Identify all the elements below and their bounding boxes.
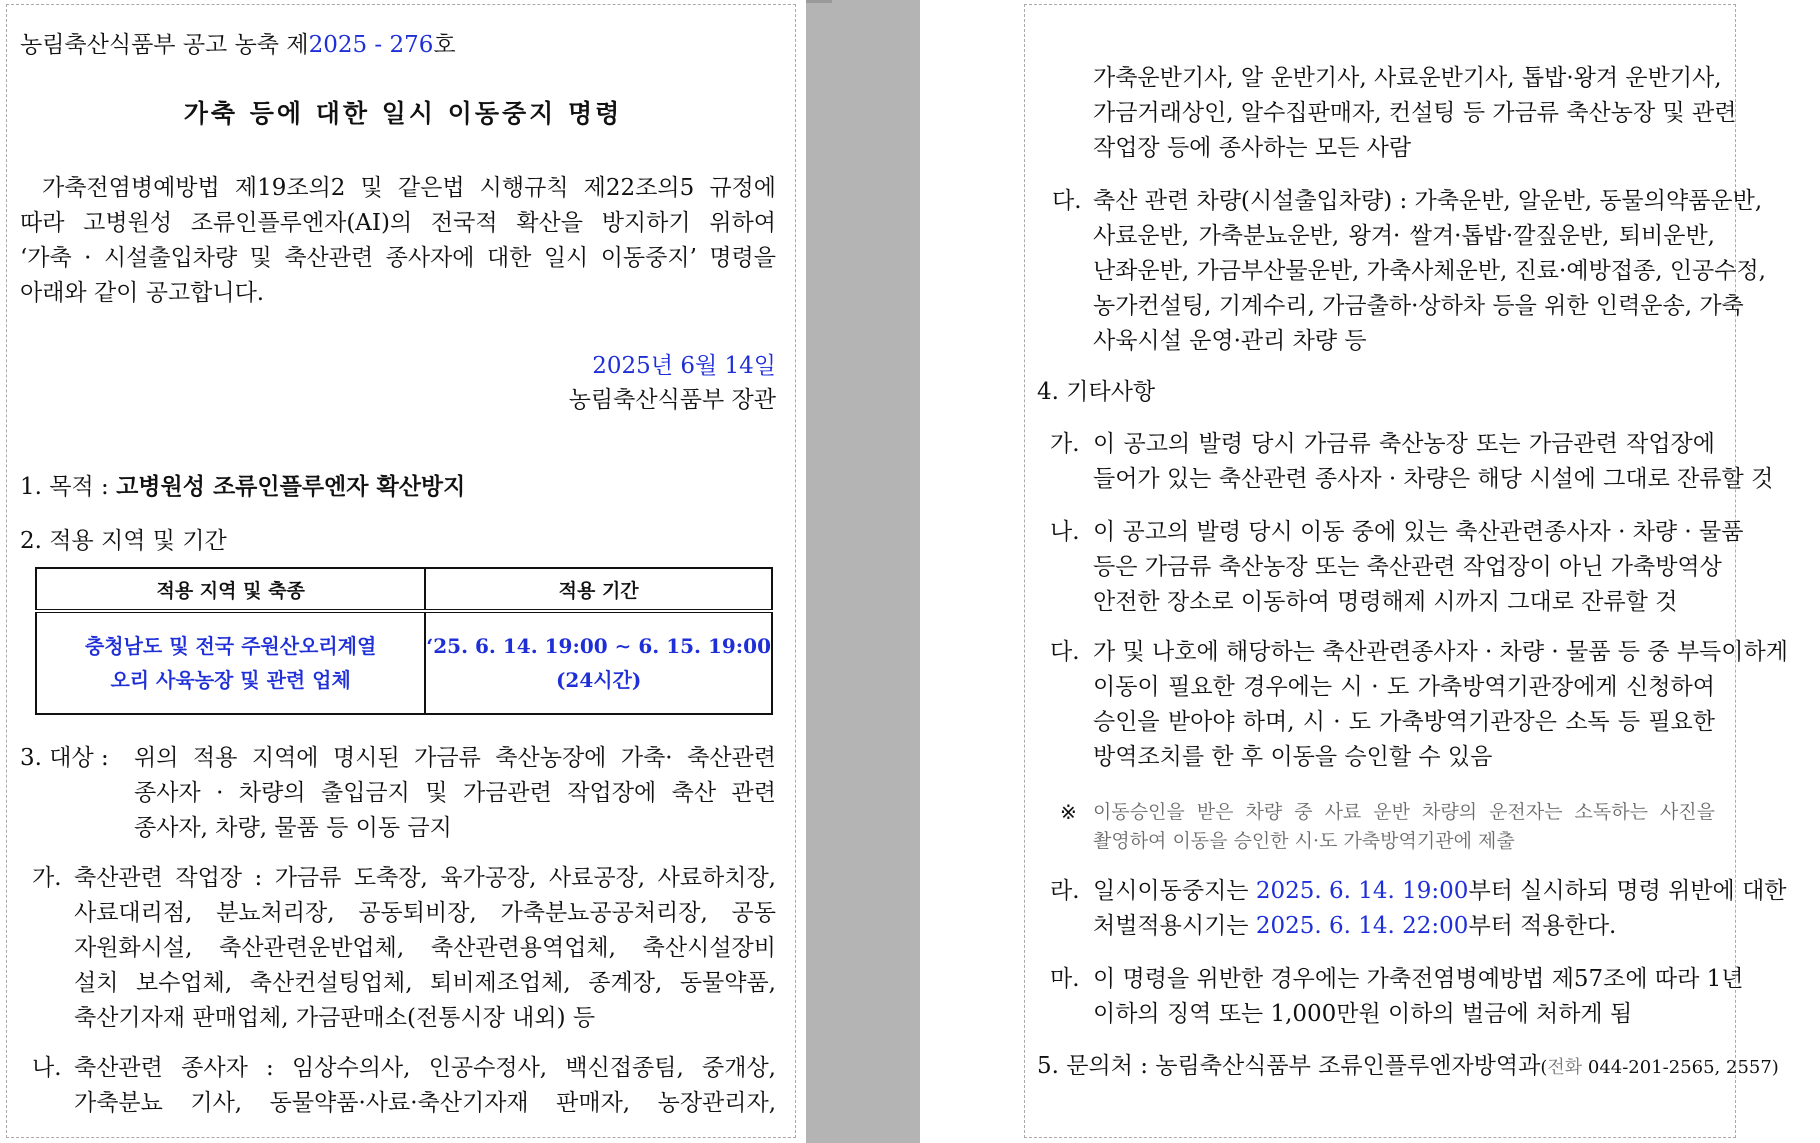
item-ga-line: 자원화시설, 축산관련운반업체, 축산관련용역업체, 축산시설장비 [74,935,776,961]
etc-ga-line: 이 공고의 발령 당시 가금류 축산농장 또는 가금관련 작업장에 [1093,431,1715,457]
etc-ga-line: 들어가 있는 축산관련 종사자 · 차량은 해당 시설에 그대로 잔류할 것 [1093,466,1774,492]
item-da-line: 난좌운반, 가금부산물운반, 가축사체운반, 진료·예방접종, 인공수정, [1093,258,1766,284]
etc-da-line: 승인을 받아야 하며, 시 · 도 가축방역기관장은 소독 등 필요한 [1093,709,1715,735]
table-header-region: 적용 지역 및 축종 [36,568,425,611]
issuer: 농림축산식품부 장관 [568,387,776,413]
notice-header [20,33,456,57]
item-ga-line: 축산관련 작업장 : 가금류 도축장, 육가공장, 사료공장, 사료하치장, [74,865,776,891]
etc-ra-line [1093,914,1616,938]
section-1-label: 1. 목적 : [20,474,109,500]
etc-da-line: 방역조치를 한 후 이동을 승인할 수 있음 [1093,744,1493,770]
item-ga-line: 설치 보수업체, 축산컨설팅업체, 퇴비제조업체, 종계장, 동물약품, [74,970,776,996]
note-line: 촬영하여 이동을 승인한 시·도 가축방역기관에 제출 [1093,830,1515,852]
etc-ga-label: 가. [1050,431,1080,457]
start-datetime: 2025. 6. 14. 19:00 [1255,878,1469,904]
etc-ra-text: 일시이동중지는 [1093,878,1256,904]
etc-ma-line: 이하의 징역 또는 1,000만원 이하의 벌금에 처하게 됨 [1093,1001,1633,1027]
intro-line: 가축전염병예방법 제19조의2 및 같은법 시행규칙 제22조의5 규정에 [42,175,776,201]
contact-label: 전화 [1547,1057,1583,1078]
item-ga-line: 축산기자재 판매업체, 가금판매소(전통시장 내외) 등 [74,1005,596,1031]
etc-ra-text: 부터 실시하되 명령 위반에 대한 [1468,878,1787,904]
document-title: 가축 등에 대한 일시 이동중지 명령 [183,99,623,128]
table-cell-period [425,611,772,714]
application-table [35,567,773,715]
contact-phone: 044-201-2565, 2557) [1582,1057,1779,1078]
etc-na-line: 안전한 장소로 이동하여 명령해제 시까지 그대로 잔류할 것 [1093,589,1678,615]
notice-prefix: 농림축산식품부 공고 농축 제 [20,32,309,58]
table-header-period: 적용 기간 [425,568,772,611]
section-5-label: 5. 문의처 : [1037,1053,1148,1079]
etc-da-line: 이동이 필요한 경우에는 시 · 도 가축방역기관장에게 신청하여 [1093,674,1715,700]
table-cell-region [36,611,425,714]
notice-date: 2025년 6월 14일 [592,353,776,379]
etc-ma-label: 마. [1050,966,1080,992]
item-na-line: 축산관련 종사자 : 임상수의사, 인공수정사, 백신접종팀, 중개상, [74,1055,776,1081]
etc-ma-line: 이 명령을 위반한 경우에는 가축전염병예방법 제57조에 따라 1년 [1093,966,1744,992]
etc-ra-label: 라. [1050,878,1080,904]
item-da-line: 축산 관련 차량(시설출입차량) : 가축운반, 알운반, 동물의약품운반, [1093,188,1763,214]
table-header-row [36,568,772,611]
section-4-label: 4. 기타사항 [1037,379,1156,405]
note-line: 이동승인을 받은 차량 중 사료 운반 차량의 운전자는 소독하는 사진을 [1093,801,1715,823]
contact-department: 농림축산식품부 조류인플루엔자방역과 [1155,1053,1541,1079]
notice-number: 2025 - 276 [308,32,434,58]
continued-line: 가금거래상인, 알수집판매자, 컨설팅 등 가금류 축산농장 및 관련 [1093,100,1737,126]
period-line: ‘25. 6. 14. 19:00 ∼ 6. 15. 19:00 [426,634,771,658]
region-line: 오리 사육농장 및 관련 업체 [110,668,351,692]
region-line: 충청남도 및 전국 주원산오리계열 [84,634,377,658]
item-ga-line: 사료대리점, 분뇨처리장, 공동퇴비장, 가축분뇨공공처리장, 공동 [74,900,776,926]
intro-line: 아래와 같이 공고합니다. [20,280,265,306]
penalty-datetime: 2025. 6. 14. 22:00 [1255,913,1469,939]
item-da-line: 농가컨설팅, 기계수리, 가금출하·상하차 등을 위한 인력운송, 가축 [1093,293,1744,319]
item-na-line: 가축분뇨 기사, 동물약품·사료·축산기자재 판매자, 농장관리자, [74,1090,776,1116]
document-page-right [920,0,1820,1143]
etc-ra-text: 부터 적용한다. [1468,913,1617,939]
section-3-label: 3. 대상 : [20,745,109,771]
section-3-line: 종사자, 차량, 물품 등 이동 금지 [134,815,452,841]
notice-suffix: 호 [433,32,456,58]
section-3-line: 위의 적용 지역에 명시된 가금류 축산농장에 가축· 축산관련 [134,745,776,771]
etc-da-line: 가 및 나호에 해당하는 축산관련종사자 · 차량 · 물품 등 중 부득이하게 [1093,639,1788,665]
continued-line: 가축운반기사, 알 운반기사, 사료운반기사, 톱밥·왕겨 운반기사, [1093,65,1722,91]
table-row [36,611,772,714]
item-na-label: 나. [32,1055,62,1081]
intro-line: 따라 고병원성 조류인플루엔자(AI)의 전국적 확산을 방지하기 위하여 [20,210,776,236]
page-break-marker [806,0,832,3]
section-2-label: 2. 적용 지역 및 기간 [20,528,227,554]
section-3-line: 종사자 · 차량의 출입금지 및 가금관련 작업장에 축산 관련 [134,780,776,806]
etc-ra-line [1093,879,1787,903]
intro-line: ‘가축 · 시설출입차량 및 축산관련 종사자에 대한 일시 이동중지’ 명령을 [20,245,776,271]
section-1 [20,475,465,499]
etc-da-label: 다. [1050,639,1080,665]
section-1-text: 고병원성 조류인플루엔자 확산방지 [116,473,466,500]
document-page-left [0,0,806,1143]
item-ga-label: 가. [32,865,62,891]
etc-na-line: 등은 가금류 축산농장 또는 축산관련 작업장이 아닌 가축방역상 [1093,554,1722,580]
note-mark: ※ [1060,800,1077,824]
continued-line: 작업장 등에 종사하는 모든 사람 [1093,135,1412,161]
etc-na-label: 나. [1050,519,1080,545]
etc-na-line: 이 공고의 발령 당시 이동 중에 있는 축산관련종사자 · 차량 · 물품 [1093,519,1744,545]
section-5 [1037,1054,1779,1080]
period-line: (24시간) [555,668,642,692]
etc-ra-text: 처벌적용시기는 [1093,913,1256,939]
item-da-label: 다. [1052,188,1082,214]
item-da-line: 사육시설 운영·관리 차량 등 [1093,328,1367,354]
contact-open: ( [1540,1057,1548,1078]
item-da-line: 사료운반, 가축분뇨운반, 왕겨· 쌀겨·톱밥·깔짚운반, 퇴비운반, [1093,223,1715,249]
